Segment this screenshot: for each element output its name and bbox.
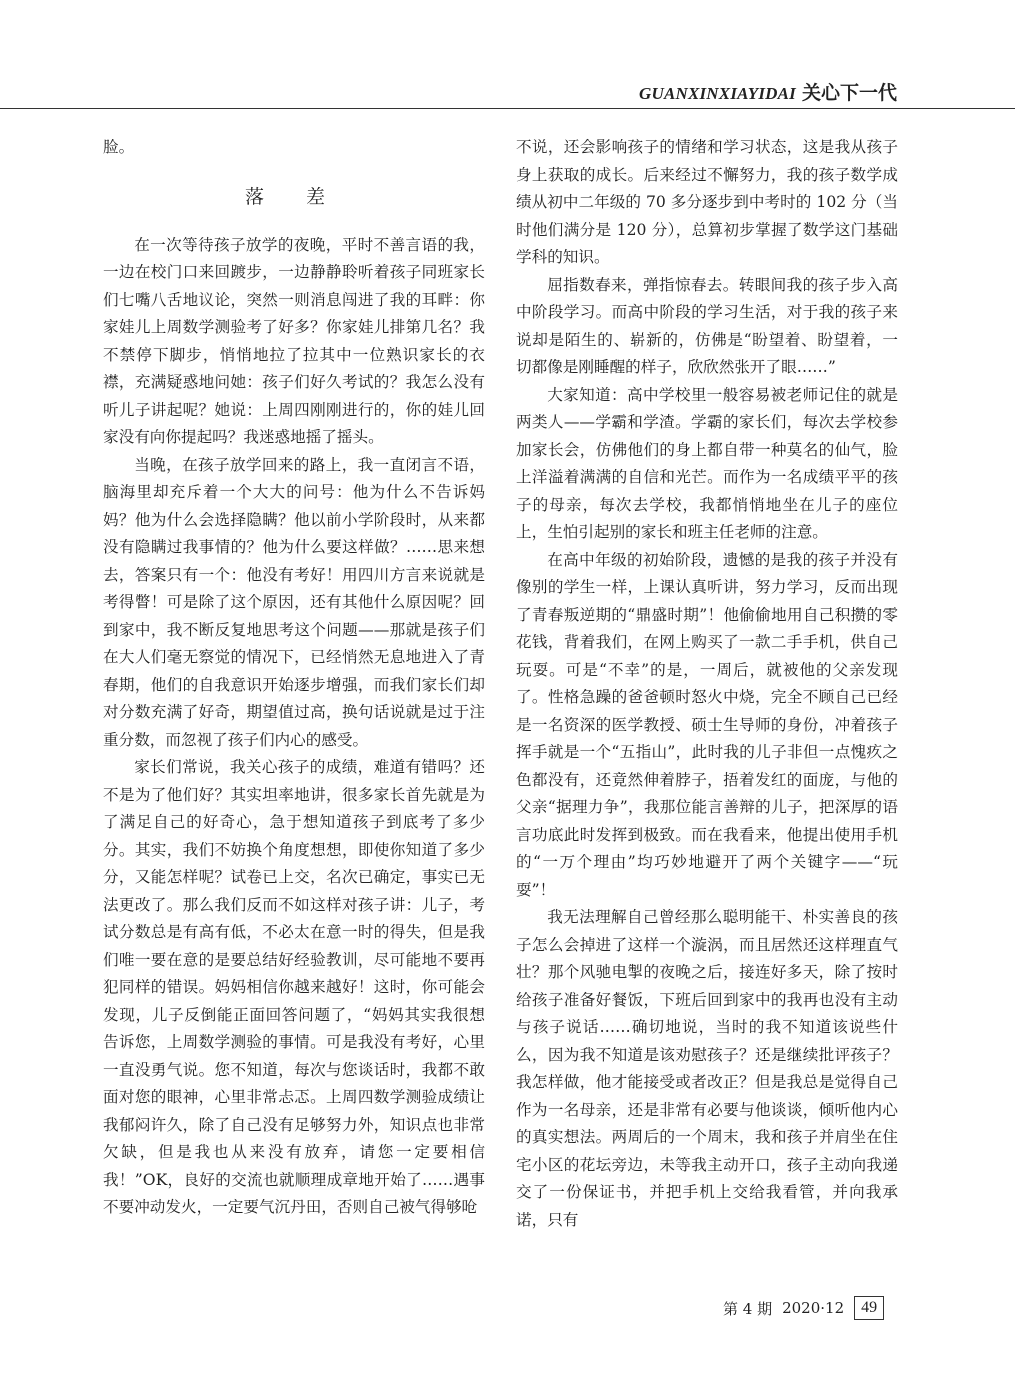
- paragraph: 我无法理解自己曾经那么聪明能干、朴实善良的孩子怎么会掉进了这样一个漩涡，而且居然还这样理直气壮？那个风驰电掣的夜晚之后，接连好多天，除了按时给孩子准备好餐饭，下班后回到家中的我再也没有主动与孩子说话……确切地说，当时的我不知道该说些什么，因为我不知道是该劝慰孩子？还是继续批评孩子？我怎样做，他才能接受或者改正？但是我总是觉得自己作为一名母亲，还是非常有必要与他谈谈，倾听他内心的真实想法。两周后的一个周末，我和孩子并肩坐在住宅小区的花坛旁边，未等我主动开口，孩子主动向我递交了一份保证书，并把手机上交给我看管，并向我承诺，只有: [516, 908, 898, 1229]
- paragraph: 在高中年级的初始阶段，遗憾的是我的孩子并没有像别的学生一样，上课认真听讲，努力学习，反而出现了青春叛逆期的“鼎盛时期”！他偷偷地用自己积攒的零花钱，背着我们，在网上购买了一款二手手机，供自己玩耍。可是“不幸”的是，一周后，就被他的父亲发现了。性格急躁的爸爸顿时怒火中烧，完全不顾自己已经是一名资深的医学教授、硕士生导师的身份，冲着孩子挥手就是一个“五指山”，此时我的儿子非但一点愧疚之色都没有，还竟然伸着脖子，捂着发红的面庞，与他的父亲“据理力争”，我那位能言善辩的儿子，把深厚的语言功底此时发挥到极致。而在我看来，他提出使用手机的“一万个理由”均巧妙地避开了两个关键字——“玩耍”！: [516, 550, 898, 899]
- paragraph: 屈指数春来，弹指惊春去。转眼间我的孩子步入高中阶段学习。而高中阶段的学习生活，对于我的孩子来说却是陌生的、崭新的，仿佛是“盼望着、盼望着，一切都像是刚睡醒的样子，欣欣然张开了眼……”: [516, 275, 898, 376]
- header-rule: [0, 108, 1015, 109]
- paragraph: 不说，还会影响孩子的情绪和学习状态，这是我从孩子身上获取的成长。后来经过不懈努力，我的孩子数学成绩从初中二年级的 70 多分逐步到中考时的 102 分（当时他们满分是 120 分），总算初步掌握了数学这门基础学科的知识。: [516, 138, 898, 266]
- article-title: 落 差: [244, 185, 344, 208]
- header-english-title: GUANXINXIAYIDAI: [638, 84, 796, 103]
- page-number: 49: [854, 1296, 884, 1320]
- issue-date: 2020·12: [782, 1299, 845, 1317]
- paragraph: 家长们常说，我关心孩子的成绩，难道有错吗？还不是为了他们好？其实坦率地讲，很多家长首先就是为了满足自己的好奇心，急于想知道孩子到底考了多少分。其实，我们不妨换个角度想想，即使你知道了多少分，又能怎样呢？试卷已上交，名次已确定，事实已无法更改了。那么我们反而不如这样对孩子讲：儿子，考试分数总是有高有低，不必太在意一时的得失，但是我们唯一要在意的是要总结好经验教训，尽可能地不要再犯同样的错误。妈妈相信你越来越好！这时，你可能会发现，儿子反倒能正面回答问题了，“妈妈其实我很想告诉您，上周数学测验的事情。可是我没有考好，心里一直没勇气说。您不知道，每次与您谈话时，我都不敢面对您的眼神，心里非常忐忑。上周四数学测验成绩让我郁闷许久，除了自己没有足够努力外，知识点也非常欠缺，但是我也从来没有放弃，请您一定要相信我！”OK，良好的交流也就顺理成章地开始了……遇事不要冲动发火，一定要气沉丹田，否则自己被气得够呛: [103, 758, 485, 1216]
- continued-text: 脸。: [103, 138, 135, 156]
- paragraph: 在一次等待孩子放学的夜晚，平时不善言语的我，一边在校门口来回踱步，一边静静聆听着孩子同班家长们七嘴八舌地议论，突然一则消息闯进了我的耳畔：你家娃儿上周数学测验考了好多？你家娃儿排第几名？我不禁停下脚步，悄悄地拉了拉其中一位熟识家长的衣襟，充满疑惑地问她：孩子们好久考试的？我怎么没有听儿子讲起呢？她说：上周四刚刚进行的，你的娃儿回家没有向你提起吗？我迷惑地摇了摇头。: [103, 235, 485, 446]
- paragraph: 当晚，在孩子放学回来的路上，我一直闭言不语，脑海里却充斥着一个大大的问号：他为什么不告诉妈妈？他为什么会选择隐瞒？他以前小学阶段时，从来都没有隐瞒过我事情的？他为什么要这样做？……思来想去，答案只有一个：他没有考好！用四川方言来说就是考得瞥！可是除了这个原因，还有其他什么原因呢？回到家中，我不断反复地思考这个问题——那就是孩子们在大人们毫无察觉的情况下，已经悄然无息地进入了青春期，他们的自我意识开始逐步增强，而我们家长们却对分数充满了好奇，期望值过高，换句话说就是过于注重分数，而忽视了孩子们内心的感受。: [103, 455, 485, 749]
- left-column: [103, 134, 485, 1222]
- header-chinese-title: 关心下一代: [801, 82, 897, 104]
- right-column: [516, 134, 898, 1234]
- issue-number: 第 4 期: [723, 1299, 773, 1318]
- running-header: [639, 78, 897, 105]
- page-footer: [723, 1296, 884, 1320]
- paragraph: 大家知道：高中学校里一般容易被老师记住的就是两类人——学霸和学渣。学霸的家长们，每次去学校参加家长会，仿佛他们的身上都自带一种莫名的仙气，脸上洋溢着满满的自信和光芒。而作为一名成绩平平的孩子的母亲，每次去学校，我都悄悄地坐在儿子的座位上，生怕引起别的家长和班主任老师的注意。: [516, 385, 898, 541]
